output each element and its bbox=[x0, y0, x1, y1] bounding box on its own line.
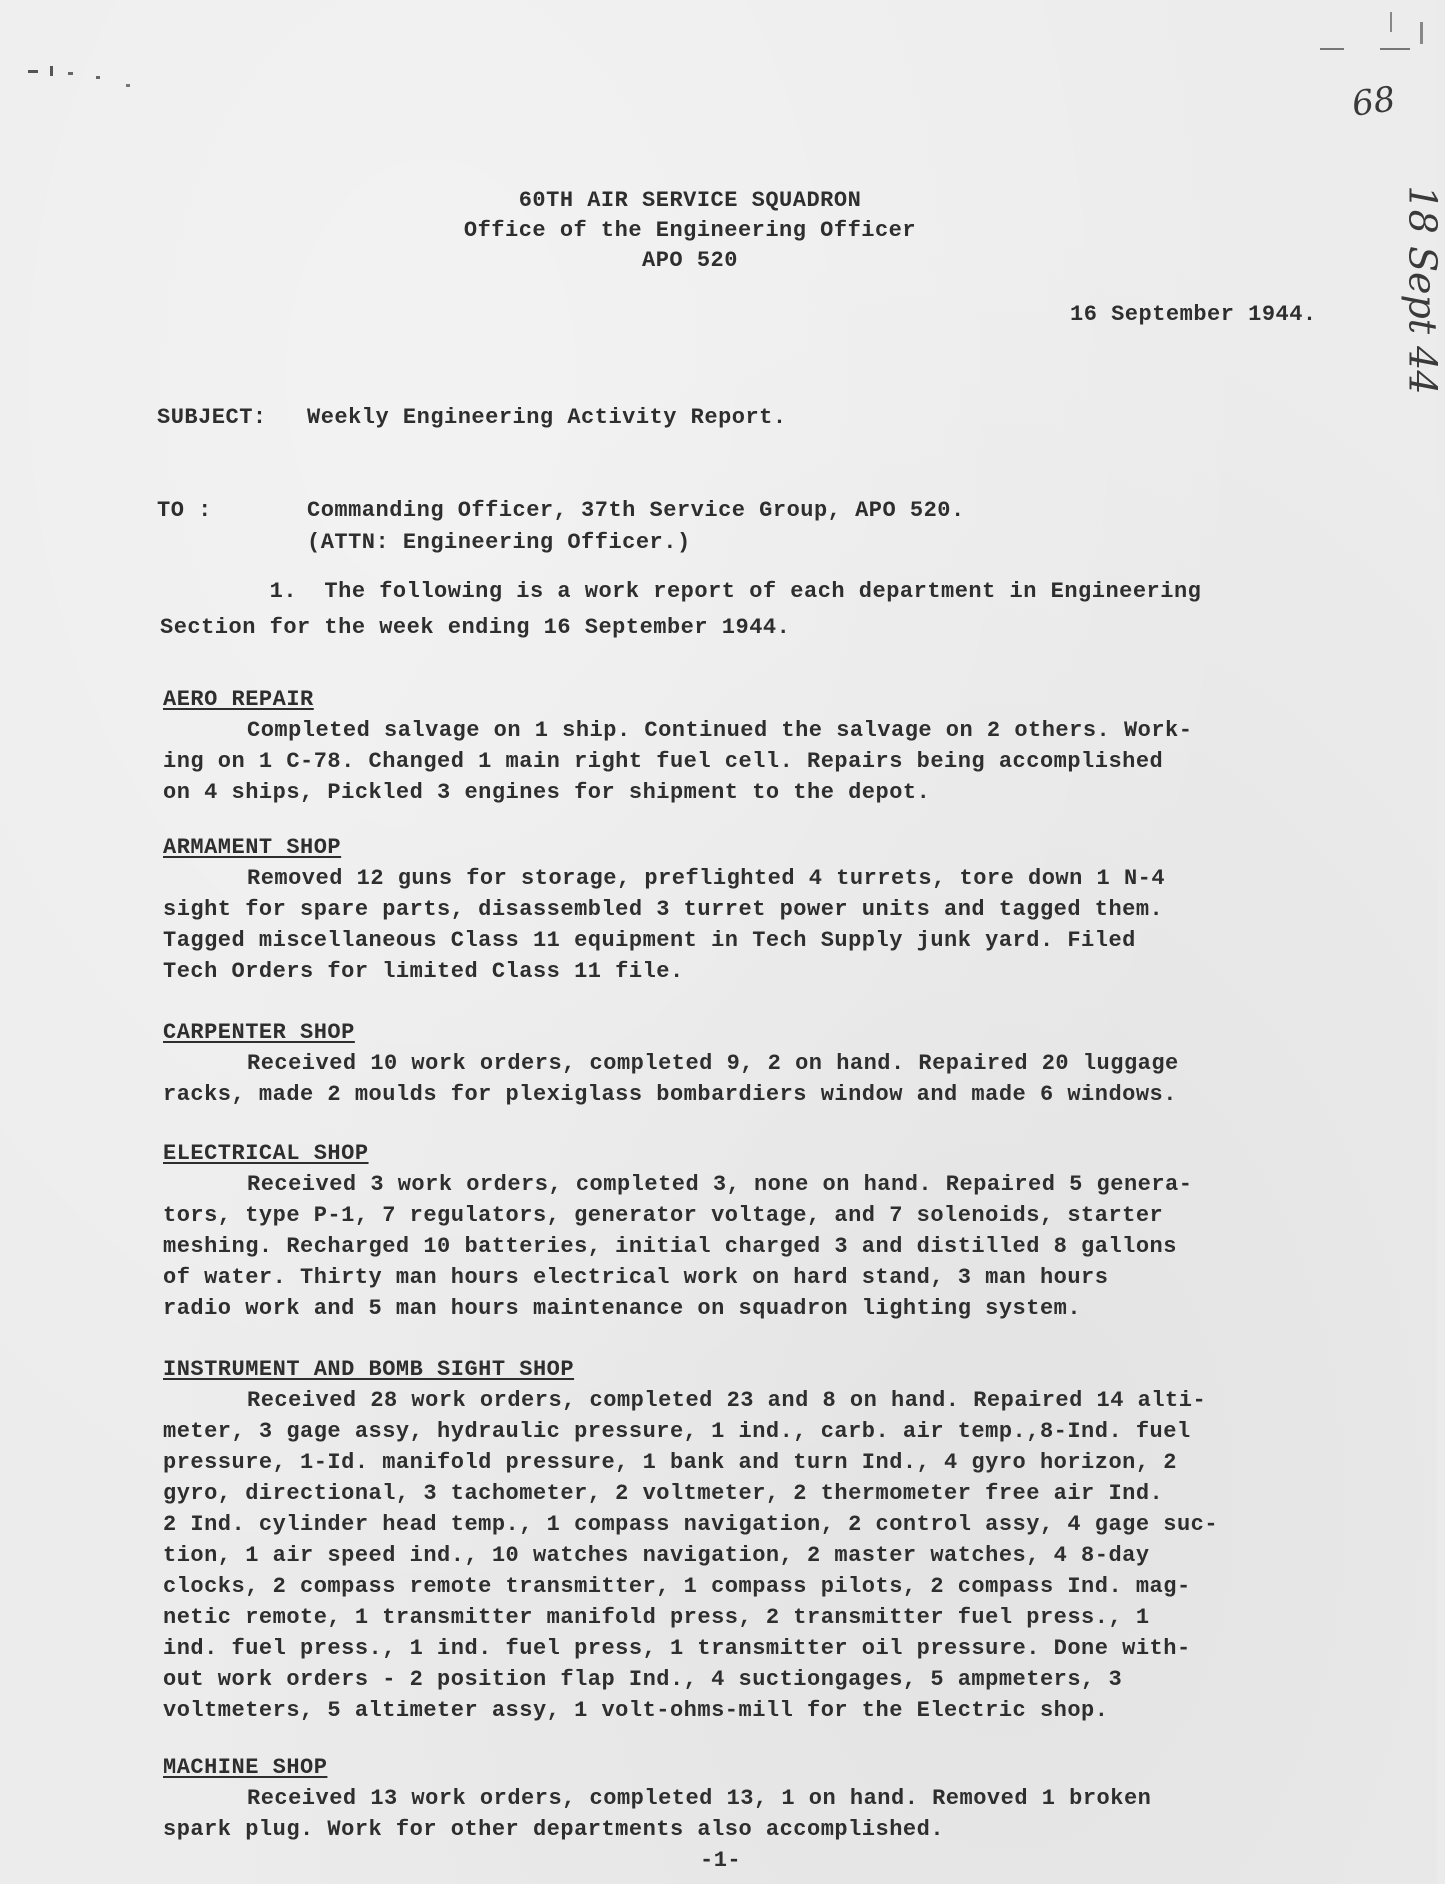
document-date: 16 September 1944. bbox=[1070, 302, 1317, 327]
section-title: INSTRUMENT AND BOMB SIGHT SHOP bbox=[163, 1357, 575, 1382]
section-line: clocks, 2 compass remote transmitter, 1 compass pilots, 2 compass Ind. mag- bbox=[163, 1574, 1191, 1599]
section-line: ind. fuel press., 1 ind. fuel press, 1 transmitter oil pressure. Done with- bbox=[163, 1636, 1191, 1661]
section-line: Received 28 work orders, completed 23 and 8 on hand. Repaired 14 alti- bbox=[247, 1388, 1207, 1413]
section-electrical-shop bbox=[163, 1138, 1353, 1324]
section-line: 2 Ind. cylinder head temp., 1 compass navigation, 2 control assy, 4 gage suc- bbox=[163, 1512, 1219, 1537]
handwritten-date-note: 18 Sept 44 bbox=[1400, 185, 1445, 395]
section-line: Completed salvage on 1 ship. Continued the salvage on 2 others. Work- bbox=[247, 718, 1193, 743]
section-line: tion, 1 air speed ind., 10 watches navigation, 2 master watches, 4 8-day bbox=[163, 1543, 1150, 1568]
intro-line-1: 1. The following is a work report of each department in Engineering bbox=[160, 579, 1202, 604]
section-line: voltmeters, 5 altimeter assy, 1 volt-ohms-mill for the Electric shop. bbox=[163, 1698, 1109, 1723]
apo-number: APO 520 bbox=[642, 248, 738, 273]
section-aero-repair bbox=[163, 684, 1353, 808]
section-line: spark plug. Work for other departments also accomplished. bbox=[163, 1817, 945, 1842]
office-name: Office of the Engineering Officer bbox=[463, 218, 917, 243]
section-line: Received 10 work orders, completed 9, 2 on hand. Repaired 20 luggage bbox=[247, 1051, 1179, 1076]
section-line: tors, type P-1, 7 regulators, generator voltage, and 7 solenoids, starter bbox=[163, 1203, 1164, 1228]
subject-line bbox=[157, 405, 787, 430]
section-title: CARPENTER SHOP bbox=[163, 1020, 355, 1045]
to-label: TO : bbox=[157, 498, 212, 523]
section-title: ELECTRICAL SHOP bbox=[163, 1141, 369, 1166]
section-line: Received 13 work orders, completed 13, 1 on hand. Removed 1 broken bbox=[247, 1786, 1152, 1811]
section-armament-shop bbox=[163, 832, 1353, 987]
section-line: meshing. Recharged 10 batteries, initial charged 3 and distilled 8 gallons bbox=[163, 1234, 1177, 1259]
section-carpenter-shop bbox=[163, 1017, 1353, 1110]
section-line: Tech Orders for limited Class 11 file. bbox=[163, 959, 684, 984]
section-instrument-bomb-sight-shop bbox=[163, 1354, 1353, 1726]
section-title: AERO REPAIR bbox=[163, 687, 314, 712]
subject-label: SUBJECT: bbox=[157, 405, 267, 430]
section-line: of water. Thirty man hours electrical work on hard stand, 3 man hours bbox=[163, 1265, 1109, 1290]
section-machine-shop bbox=[163, 1752, 1353, 1845]
section-line: pressure, 1-Id. manifold pressure, 1 bank and turn Ind., 4 gyro horizon, 2 bbox=[163, 1450, 1177, 1475]
section-line: out work orders - 2 position flap Ind., 4 suctiongages, 5 ampmeters, 3 bbox=[163, 1667, 1123, 1692]
letterhead bbox=[380, 186, 1000, 276]
page-number: -1- bbox=[700, 1848, 742, 1873]
section-line: racks, made 2 moulds for plexiglass bombardiers window and made 6 windows. bbox=[163, 1082, 1177, 1107]
section-line: netic remote, 1 transmitter manifold press, 2 transmitter fuel press., 1 bbox=[163, 1605, 1150, 1630]
section-line: meter, 3 gage assy, hydraulic pressure, 1 ind., carb. air temp.,8-Ind. fuel bbox=[163, 1419, 1191, 1444]
section-line: Removed 12 guns for storage, preflighted 4 turrets, tore down 1 N-4 bbox=[247, 866, 1166, 891]
section-line: Tagged miscellaneous Class 11 equipment in Tech Supply junk yard. Filed bbox=[163, 928, 1136, 953]
section-line: ing on 1 C-78. Changed 1 main right fuel cell. Repairs being accomplished bbox=[163, 749, 1164, 774]
intro-line-2: Section for the week ending 16 September 1944. bbox=[160, 615, 791, 640]
section-line: radio work and 5 man hours maintenance on squadron lighting system. bbox=[163, 1296, 1082, 1321]
subject-text: Weekly Engineering Activity Report. bbox=[307, 405, 787, 430]
section-line: sight for spare parts, disassembled 3 turret power units and tagged them. bbox=[163, 897, 1164, 922]
to-recipient: Commanding Officer, 37th Service Group, APO 520. bbox=[307, 498, 965, 523]
section-line: Received 3 work orders, completed 3, none on hand. Repaired 5 genera- bbox=[247, 1172, 1193, 1197]
section-title: ARMAMENT SHOP bbox=[163, 835, 342, 860]
section-line: on 4 ships, Pickled 3 engines for shipment to the depot. bbox=[163, 780, 931, 805]
intro-paragraph bbox=[160, 574, 1320, 646]
section-title: MACHINE SHOP bbox=[163, 1755, 328, 1780]
section-line: gyro, directional, 3 tachometer, 2 voltmeter, 2 thermometer free air Ind. bbox=[163, 1481, 1164, 1506]
to-attention: (ATTN: Engineering Officer.) bbox=[307, 530, 691, 555]
handwritten-page-number: 68 bbox=[1349, 79, 1398, 125]
to-block bbox=[157, 495, 965, 559]
unit-name: 60TH AIR SERVICE SQUADRON bbox=[518, 188, 862, 213]
